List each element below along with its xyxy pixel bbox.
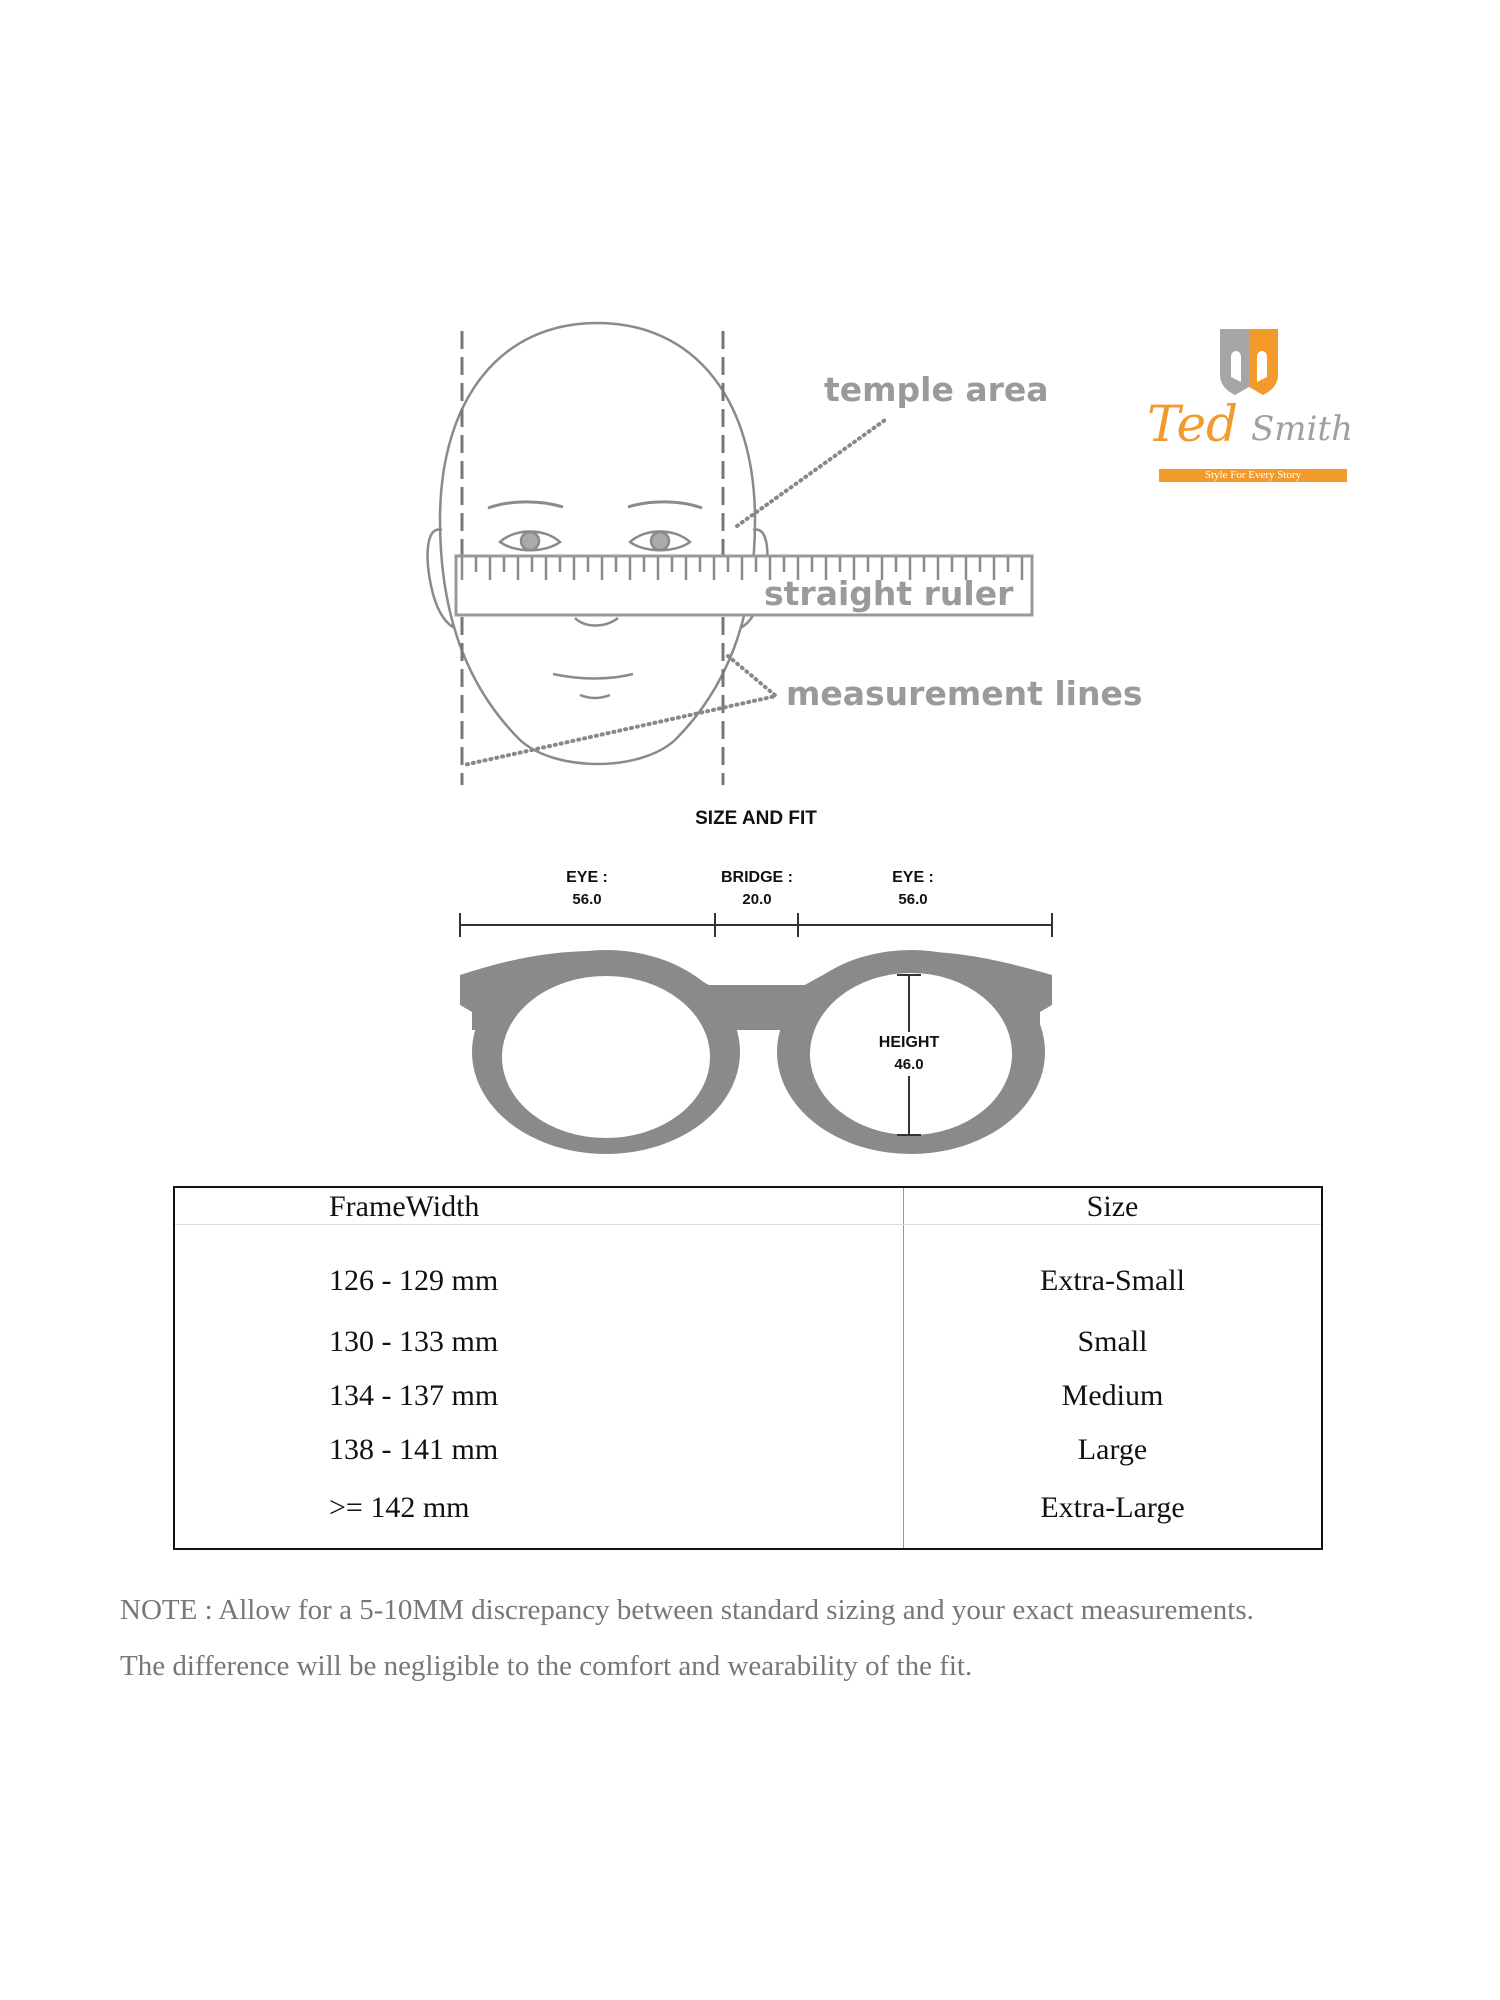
size-cell: Small bbox=[1077, 1324, 1148, 1358]
height-label: HEIGHT bbox=[859, 1032, 959, 1054]
frame-width-cell: >= 142 mm bbox=[174, 1477, 904, 1549]
bridge-measure bbox=[697, 867, 817, 911]
frame-width-cell: 134 - 137 mm bbox=[174, 1369, 904, 1423]
table-row bbox=[174, 1225, 1322, 1315]
table-row bbox=[174, 1423, 1322, 1477]
logo-ted: Ted bbox=[1147, 395, 1239, 453]
left-pupil bbox=[521, 532, 539, 550]
straight-ruler-label: straight ruler bbox=[764, 574, 1014, 613]
glasses-frame bbox=[460, 950, 1052, 1154]
table-row bbox=[174, 1477, 1322, 1549]
nose bbox=[575, 618, 618, 626]
size-cell: Medium bbox=[1061, 1378, 1164, 1412]
eye-left-label: EYE : bbox=[566, 869, 608, 886]
bridge-value: 20.0 bbox=[742, 891, 772, 908]
size-fit-dimension-line bbox=[460, 913, 1052, 937]
size-table bbox=[173, 1186, 1323, 1550]
logo-tagline: Style For Every Story bbox=[1159, 469, 1347, 482]
size-cell: Large bbox=[1077, 1433, 1148, 1467]
table-row bbox=[174, 1315, 1322, 1369]
face-diagram bbox=[428, 323, 768, 764]
eye-right-value: 56.0 bbox=[898, 891, 928, 908]
frame-width-cell: 138 - 141 mm bbox=[174, 1423, 904, 1477]
height-measure bbox=[859, 1032, 959, 1076]
left-brow bbox=[488, 502, 563, 508]
table-row bbox=[174, 1369, 1322, 1423]
logo-smith: Smith bbox=[1251, 409, 1353, 449]
right-brow bbox=[628, 502, 702, 508]
frame-width-cell: 126 - 129 mm bbox=[174, 1225, 904, 1315]
eye-right-label: EYE : bbox=[892, 869, 934, 886]
note-line-2: The difference will be negligible to the comfort and wearability of the fit. bbox=[120, 1650, 973, 1682]
header-frame-width: FrameWidth bbox=[174, 1187, 904, 1225]
height-value: 46.0 bbox=[894, 1054, 923, 1076]
eye-left-measure bbox=[527, 867, 647, 911]
size-cell: Extra-Large bbox=[1040, 1490, 1185, 1524]
bridge-label: BRIDGE : bbox=[721, 869, 793, 886]
shield-icon bbox=[1147, 327, 1352, 402]
mouth bbox=[553, 674, 633, 679]
size-and-fit-title: SIZE AND FIT bbox=[695, 808, 817, 829]
chin-mark bbox=[580, 695, 610, 698]
right-pupil bbox=[651, 532, 669, 550]
ted-smith-logo bbox=[1147, 327, 1352, 482]
table-header-row bbox=[174, 1187, 1322, 1225]
measurement-lines-label: measurement lines bbox=[786, 674, 1143, 713]
header-size: Size bbox=[904, 1187, 1323, 1225]
temple-area-label: temple area bbox=[824, 370, 1049, 409]
eye-left-value: 56.0 bbox=[572, 891, 602, 908]
size-cell: Extra-Small bbox=[1040, 1263, 1185, 1297]
eye-right-measure bbox=[853, 867, 973, 911]
frame-width-cell: 130 - 133 mm bbox=[174, 1315, 904, 1369]
note-line-1: NOTE : Allow for a 5-10MM discrepancy between standard sizing and your exact measurements. bbox=[120, 1594, 1254, 1626]
